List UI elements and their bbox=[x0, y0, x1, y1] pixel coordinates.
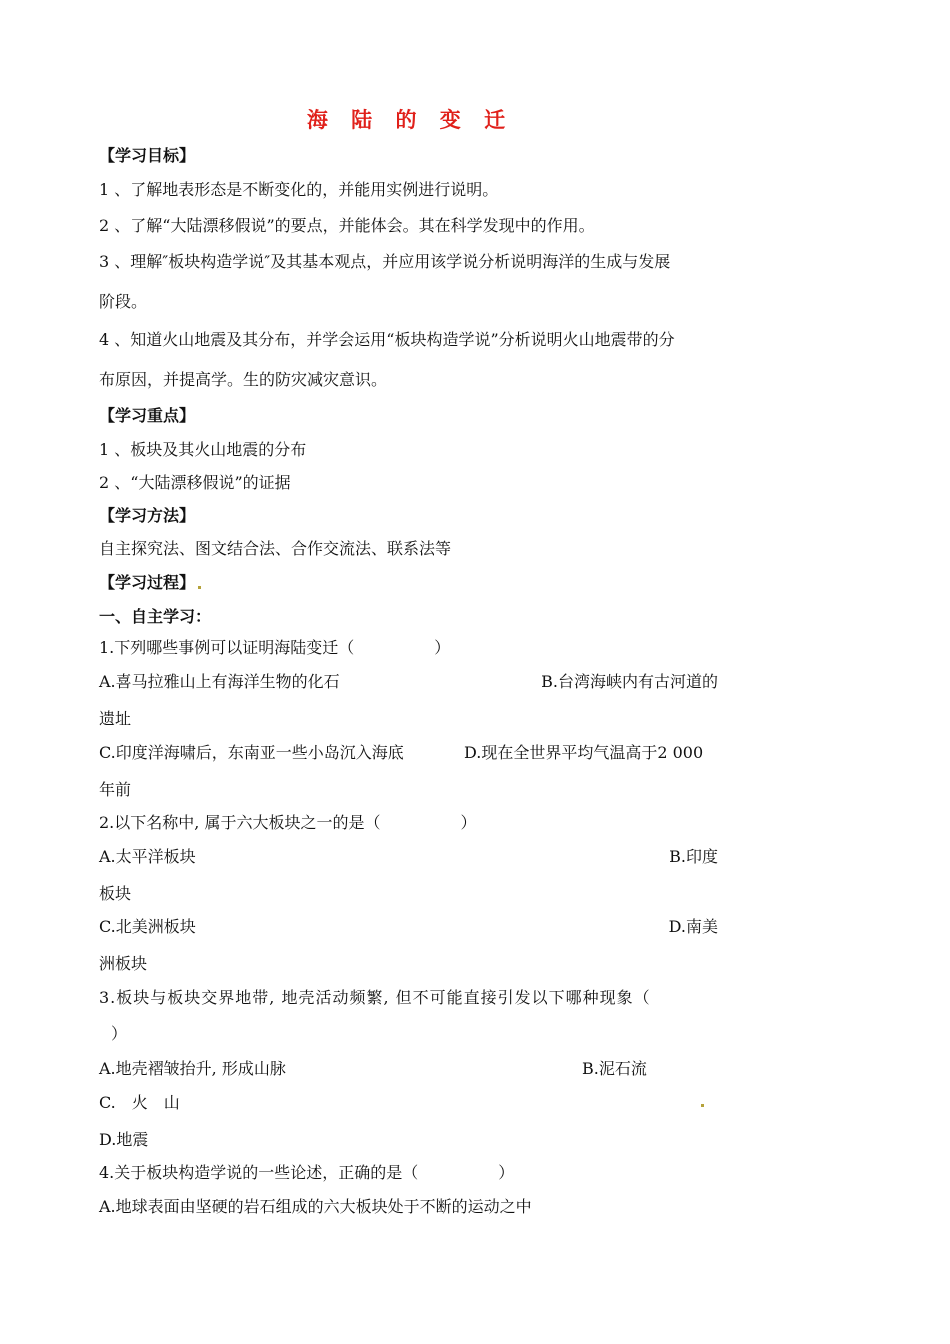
q4-stem: 4.关于板块构造学说的一些论述，正确的是（ ） bbox=[99, 1163, 515, 1182]
objectives-heading: 【学习目标】 bbox=[99, 146, 196, 165]
q1-option-d: D.现在全世界平均气温高于2 000 bbox=[464, 743, 704, 762]
q3-stem: 3.板块与板块交界地带, 地壳活动频繁, 但不可能直接引发以下哪种现象（ bbox=[99, 988, 651, 1007]
q3-option-c: C. 火 山 bbox=[99, 1093, 180, 1112]
process-heading: 【学习过程】 bbox=[99, 573, 196, 592]
q3-option-b: B.泥石流 bbox=[582, 1059, 647, 1078]
objective-item-3-cont: 阶段。 bbox=[99, 292, 148, 311]
q2-stem: 2.以下名称中, 属于六大板块之一的是（ ） bbox=[99, 813, 477, 832]
q4-option-a: A.地球表面由坚硬的岩石组成的六大板块处于不断的运动之中 bbox=[99, 1197, 532, 1216]
objective-item-2: 2 、了解“大陆漂移假说”的要点，并能体会。其在科学发现中的作用。 bbox=[99, 216, 595, 235]
stray-dot bbox=[198, 586, 201, 589]
page-title: 海 陆 的 变 迁 bbox=[306, 108, 514, 132]
q1-option-b-cont: 遗址 bbox=[99, 709, 132, 728]
section-self-study: 一、自主学习： bbox=[99, 607, 212, 626]
q1-option-d-cont: 年前 bbox=[99, 780, 132, 799]
keypoint-item-1: 1 、板块及其火山地震的分布 bbox=[99, 440, 307, 459]
q2-option-d-cont: 洲板块 bbox=[99, 954, 148, 973]
q1-option-b: B.台湾海峡内有古河道的 bbox=[541, 672, 718, 691]
stray-dot bbox=[701, 1104, 704, 1107]
q1-stem: 1.下列哪些事例可以证明海陆变迁（ ） bbox=[99, 638, 451, 657]
keypoint-item-2: 2 、“大陆漂移假说”的证据 bbox=[99, 473, 291, 492]
methods-heading: 【学习方法】 bbox=[99, 506, 196, 525]
methods-text: 自主探究法、图文结合法、合作交流法、联系法等 bbox=[99, 539, 452, 558]
q3-option-a: A.地壳褶皱抬升, 形成山脉 bbox=[99, 1059, 286, 1078]
q2-option-b: B.印度 bbox=[669, 847, 718, 866]
q3-option-d: D.地震 bbox=[99, 1130, 149, 1149]
objective-item-3: 3 、理解″板块构造学说″及其基本观点，并应用该学说分析说明海洋的生成与发展 bbox=[99, 252, 671, 271]
keypoints-heading: 【学习重点】 bbox=[99, 406, 196, 425]
q2-option-a: A.太平洋板块 bbox=[99, 847, 196, 866]
q2-option-b-cont: 板块 bbox=[99, 884, 132, 903]
q1-option-c: C.印度洋海啸后，东南亚一些小岛沉入海底 bbox=[99, 743, 404, 762]
q2-option-d: D.南美 bbox=[668, 917, 718, 936]
q2-option-c: C.北美洲板块 bbox=[99, 917, 196, 936]
q3-stem-cont: ） bbox=[111, 1024, 128, 1043]
objective-item-4: 4 、知道火山地震及其分布，并学会运用“板块构造学说”分析说明火山地震带的分 bbox=[99, 330, 675, 349]
q1-option-a: A.喜马拉雅山上有海洋生物的化石 bbox=[99, 672, 340, 691]
objective-item-1: 1 、了解地表形态是不断变化的，并能用实例进行说明。 bbox=[99, 180, 499, 199]
objective-item-4-cont: 布原因，并提高学。生的防灾减灾意识。 bbox=[99, 370, 388, 389]
